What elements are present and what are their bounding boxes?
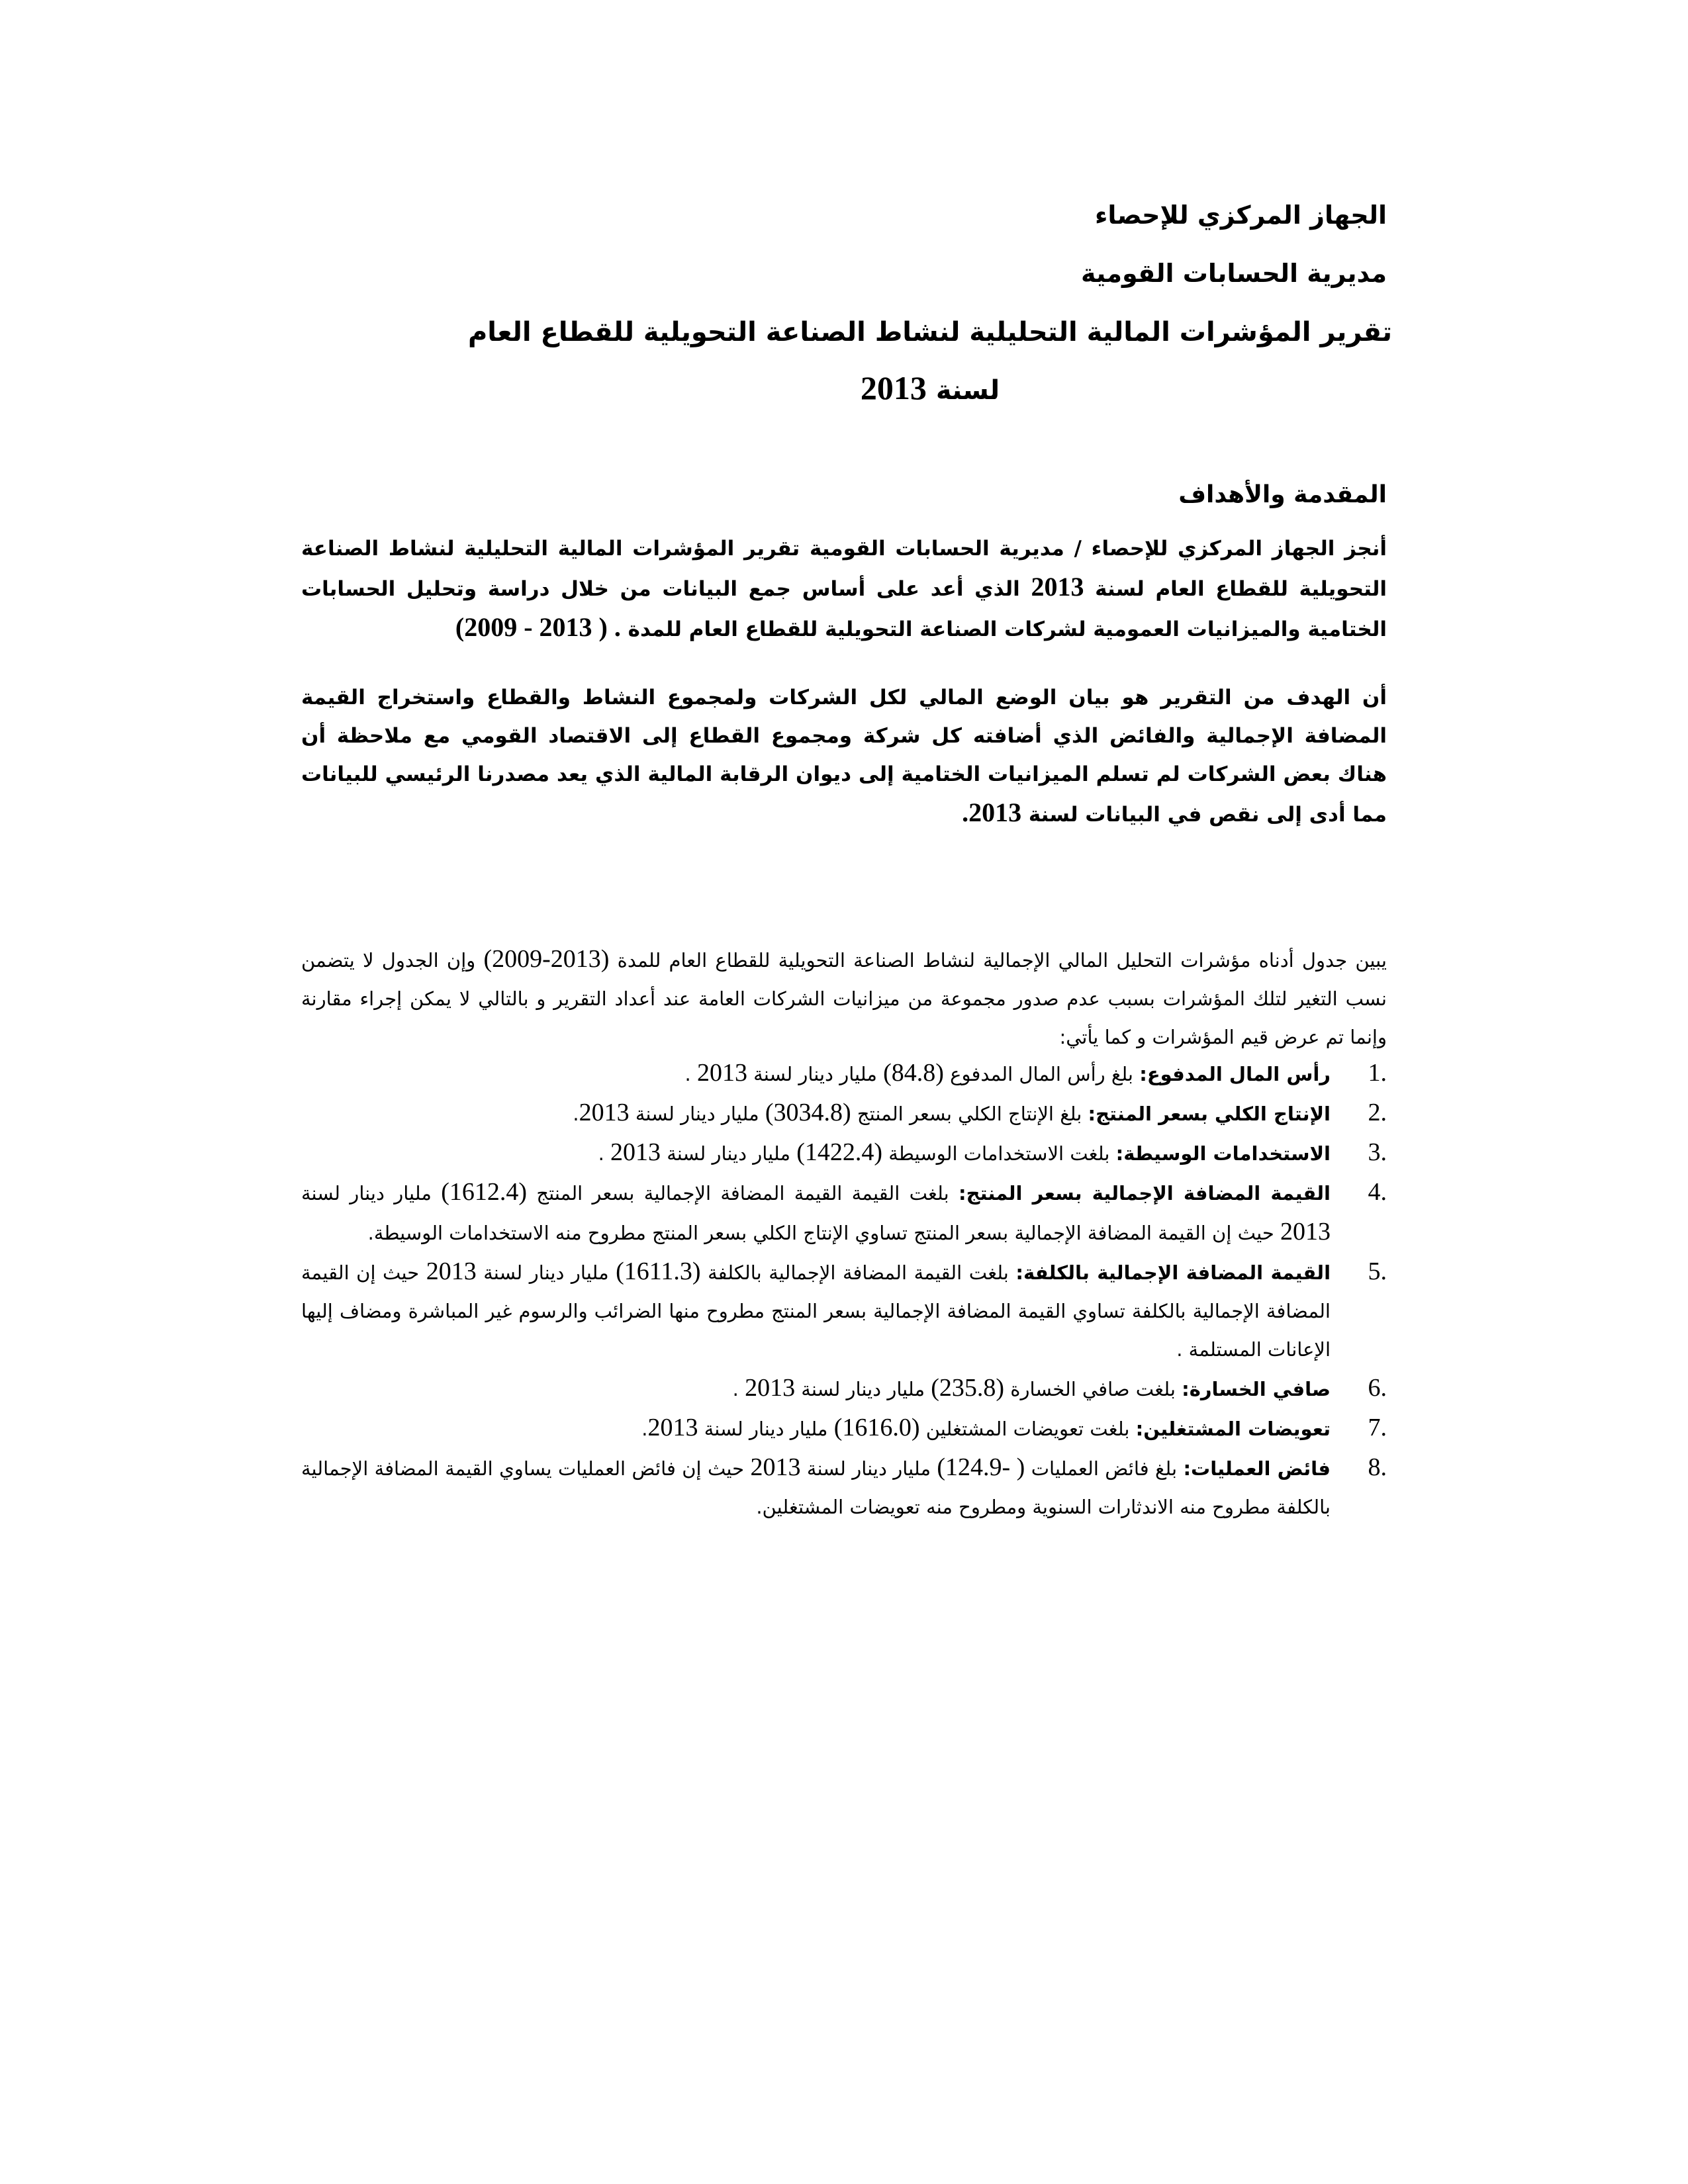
indicator-label: القيمة المضافة الإجمالية بسعر المنتج:	[959, 1182, 1331, 1205]
intro-p2-year: 2013.	[962, 797, 1022, 827]
intro-paragraph-1	[301, 529, 1387, 649]
indicator-unit-text: مليار دينار لسنة	[704, 1418, 828, 1440]
indicator-unit-text: مليار دينار لسنة	[635, 1103, 759, 1125]
year-prefix: لسنة	[935, 375, 1000, 406]
indicator-text: بلغت تعويضات المشتغلين	[925, 1418, 1130, 1440]
indicator-unit-text: مليار دينار لسنة	[483, 1261, 609, 1284]
indicator-value: (84.8)	[883, 1059, 944, 1087]
indicator-tail: حيث إن القيمة المضافة الإجمالية بسعر المنتج تساوي الإنتاج الكلي بسعر المنتج مطروح منه الاستخدامات الوسيطة.	[367, 1222, 1280, 1244]
intro-p1-text-1: أنجز الجهاز المركزي للإحصاء / مديرية الحسابات القومية تقرير المؤشرات المالية التحليلية لنشاط الصناعة التحويلية للقطاع العام لسنة	[301, 537, 1387, 601]
indicator-text: بلغ الإنتاج الكلي بسعر المنتج	[857, 1103, 1082, 1125]
item-number: 2.	[1368, 1099, 1387, 1126]
indicator-year: 2013	[750, 1453, 801, 1481]
indicators-list	[301, 1054, 1387, 1526]
item-number: 5.	[1368, 1257, 1387, 1285]
indicator-tail: .	[641, 1418, 648, 1440]
indicator-text: بلغ رأس المال المدفوع	[950, 1063, 1133, 1085]
indicator-label: رأس المال المدفوع:	[1139, 1063, 1331, 1085]
table-intro-paragraph	[301, 940, 1387, 1056]
item-number: 7.	[1368, 1414, 1387, 1441]
indicator-year: 2013	[426, 1257, 477, 1285]
indicator-value: (1612.4)	[441, 1178, 528, 1206]
intro-paragraph-2	[301, 678, 1387, 834]
intro-p2-text: أن الهدف من التقرير هو بيان الوضع المالي لكل الشركات ولمجموع النشاط والقطاع واستخراج القيمة المضافة الإجمالية والفائض الذي أضافته كل شركة ومجموع القطاع إلى الاقتصاد القومي مع ملاحظة أن هناك بعض الشركات لم تسلم الميزانيات الختامية إلى ديوان الرقابة المالية الذي يعد مصدرنا الرئيسي للبيانات مما أدى إلى نقص في البيانات لسنة	[301, 686, 1387, 827]
intro-p1-period: (2009 - 2013 ) .	[455, 612, 621, 642]
indicator-label: الإنتاج الكلي بسعر المنتج:	[1088, 1103, 1331, 1125]
indicator-value: (235.8)	[931, 1374, 1005, 1402]
indicator-label: الاستخدامات الوسيطة:	[1115, 1142, 1331, 1165]
intro-p1-text-2: الذي أعد على أساس جمع البيانات من خلال دراسة وتحليل الحسابات الختامية والميزانيات العمومية لشركات الصناعة التحويلية للقطاع العام للمدة	[301, 577, 1387, 641]
indicator-unit-text: مليار دينار لسنة	[301, 1182, 432, 1205]
indicator-item	[301, 1408, 1387, 1448]
indicator-unit-text: مليار دينار لسنة	[806, 1457, 931, 1480]
report-year: 2013	[860, 369, 927, 406]
indicator-tail: حيث إن القيمة المضافة الإجمالية بالكلفة تساوي القيمة المضافة الإجمالية بسعر المنتج مطروح منها الضرائب والرسوم غير المباشرة ومضاف إليها الإعانات المستلمة .	[301, 1261, 1331, 1361]
indicator-item	[301, 1133, 1387, 1173]
indicator-year: 2013	[610, 1138, 661, 1166]
indicator-unit-text: مليار دينار لسنة	[667, 1142, 790, 1165]
item-number: 8.	[1368, 1453, 1387, 1481]
intro-p1-year: 2013	[1031, 572, 1084, 602]
indicator-value: (3034.8)	[765, 1099, 851, 1126]
indicator-item	[301, 1093, 1387, 1133]
indicator-text: بلغت القيمة المضافة الإجمالية بالكلفة	[708, 1261, 1009, 1284]
indicator-unit-text: مليار دينار لسنة	[801, 1378, 925, 1400]
indicator-tail: .	[732, 1378, 745, 1400]
indicator-item	[301, 1252, 1387, 1369]
indicator-year: 2013	[1280, 1218, 1331, 1246]
indicator-value: (1611.3)	[616, 1257, 701, 1285]
indicator-item	[301, 1173, 1387, 1252]
indicator-year: 2013	[647, 1414, 698, 1441]
section-heading-introduction: المقدمة والأهداف	[1178, 481, 1387, 508]
directorate-name: مديرية الحسابات القومية	[1080, 259, 1387, 288]
indicator-unit-text: مليار دينار لسنة	[753, 1063, 877, 1085]
indicator-tail: .	[598, 1142, 611, 1165]
indicator-text: بلغت صافي الخسارة	[1010, 1378, 1176, 1400]
indicator-year: 2013	[579, 1099, 630, 1126]
indicator-value: (1422.4)	[796, 1138, 883, 1166]
indicator-label: فائض العمليات:	[1183, 1457, 1331, 1480]
indicator-text: بلغت القيمة القيمة المضافة الإجمالية بسعر المنتج	[536, 1182, 949, 1205]
indicator-tail: حيث إن فائض العمليات يساوي القيمة المضافة الإجمالية بالكلفة مطروح منه الاندثارات السنوية ومطروح منه تعويضات المشتغلين.	[301, 1457, 1331, 1518]
organization-name: الجهاز المركزي للإحصاء	[1095, 201, 1387, 230]
item-number: 3.	[1368, 1138, 1387, 1166]
indicator-tail: .	[684, 1063, 697, 1085]
item-number: 6.	[1368, 1374, 1387, 1402]
indicator-text: بلغت الاستخدامات الوسيطة	[888, 1142, 1110, 1165]
item-number: 4.	[1368, 1178, 1387, 1206]
indicator-year: 2013	[745, 1374, 796, 1402]
indicator-label: صافي الخسارة:	[1182, 1378, 1331, 1400]
table-intro-text-1: يبين جدول أدناه مؤشرات التحليل المالي الإجمالية لنشاط الصناعة التحويلية للقطاع العام للمدة	[617, 949, 1387, 972]
indicator-item	[301, 1054, 1387, 1093]
table-intro-text-2: وإن الجدول لا يتضمن نسب التغير لتلك المؤشرات بسبب عدم صدور مجموعة من ميزانيات الشركات العامة عند أعداد التقرير و بالتالي لا يمكن إجراء مقارنة وإنما تم عرض قيم المؤشرات و كما يأتي:	[301, 949, 1387, 1048]
indicator-label: القيمة المضافة الإجمالية بالكلفة:	[1015, 1261, 1331, 1284]
table-intro-period: (2009-2013)	[483, 945, 610, 973]
indicator-value: (124.9- )	[937, 1453, 1025, 1481]
indicator-value: (1616.0)	[833, 1414, 920, 1441]
item-number: 1.	[1368, 1059, 1387, 1087]
indicator-label: تعويضات المشتغلين:	[1135, 1418, 1331, 1440]
indicator-item	[301, 1369, 1387, 1408]
indicator-year: 2013	[696, 1059, 747, 1087]
report-year-line	[86, 369, 1688, 409]
indicator-tail: .	[573, 1103, 579, 1125]
indicator-item	[301, 1448, 1387, 1526]
report-title: تقرير المؤشرات المالية التحليلية لنشاط الصناعة التحويلية للقطاع العام	[467, 317, 1393, 347]
indicator-text: بلغ فائض العمليات	[1031, 1457, 1178, 1480]
